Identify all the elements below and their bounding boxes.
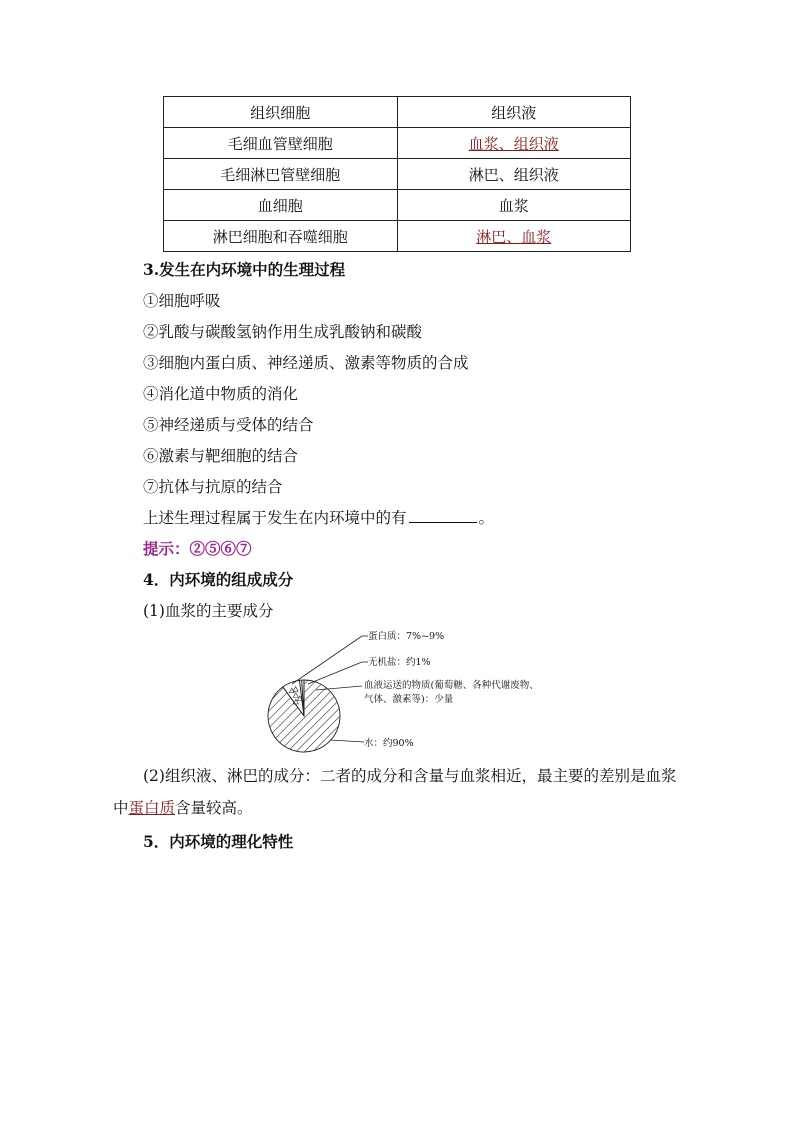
table-cell xyxy=(397,128,631,159)
leader-line xyxy=(292,636,362,684)
table-row xyxy=(164,221,631,252)
cell-fluid-table xyxy=(163,96,631,252)
answer-text: 蛋白质 xyxy=(128,799,176,817)
table-cell: 淋巴、组织液 xyxy=(397,159,631,190)
table-cell: 血浆 xyxy=(397,190,631,221)
question-end: 。 xyxy=(478,509,495,527)
hint-text: 提示：②⑤⑥⑦ xyxy=(143,539,252,558)
table-row xyxy=(164,190,631,221)
section3-heading: 3.发生在内环境中的生理过程 xyxy=(143,260,346,279)
list-item: ③细胞内蛋白质、神经递质、激素等物质的合成 xyxy=(143,354,469,372)
paragraph-tissue-fluid xyxy=(113,760,688,824)
legend-label-salt: 无机盐：约1% xyxy=(368,657,431,668)
table-cell: 组织液 xyxy=(397,97,631,128)
list-item: ⑤神经递质与受体的结合 xyxy=(143,416,314,434)
list-item: ④消化道中物质的消化 xyxy=(143,385,299,403)
table-cell: 组织细胞 xyxy=(164,97,398,128)
legend-label-protein: 蛋白质：7%~9% xyxy=(368,631,445,642)
table-cell xyxy=(397,221,631,252)
para-text-end: 含量较高。 xyxy=(175,799,253,817)
legend-label-transport: 血液运送的物质(葡萄糖、各种代谢废物、 xyxy=(364,680,539,691)
subheading: (1)血浆的主要成分 xyxy=(143,602,274,620)
list-item: ①细胞呼吸 xyxy=(143,292,221,310)
leader-line xyxy=(308,662,362,684)
table-cell: 毛细血管壁细胞 xyxy=(164,128,398,159)
answer-text: 血浆、组织液 xyxy=(468,134,559,153)
list-item: ⑦抗体与抗原的结合 xyxy=(143,478,283,496)
table-row xyxy=(164,159,631,190)
section5-heading: 5．内环境的理化特性 xyxy=(143,832,294,851)
table-cell: 淋巴细胞和吞噬细胞 xyxy=(164,221,398,252)
pie-chart xyxy=(268,680,340,752)
leader-line xyxy=(330,740,364,742)
table-cell: 血细胞 xyxy=(164,190,398,221)
plasma-composition-pie xyxy=(262,624,582,760)
para-text: (2)组织液、淋巴的成分：二者的成分和含量与血浆相近，最主要的差别是血浆中 xyxy=(113,767,677,817)
question-text: 上述生理过程属于发生在内环境中的有 xyxy=(143,509,407,527)
list-item: ②乳酸与碳酸氢钠作用生成乳酸钠和碳酸 xyxy=(143,323,423,341)
section4-heading: 4．内环境的组成成分 xyxy=(143,570,294,589)
list-item: ⑥激素与靶细胞的结合 xyxy=(143,447,299,465)
pie-slice-water xyxy=(268,680,340,752)
question-line xyxy=(143,506,494,528)
answer-text: 淋巴、血浆 xyxy=(476,227,552,246)
answer-blank xyxy=(409,508,477,523)
table-row xyxy=(164,97,631,128)
table-row xyxy=(164,128,631,159)
table-cell: 毛细淋巴管壁细胞 xyxy=(164,159,398,190)
legend-label-water: 水：约90% xyxy=(364,738,414,749)
legend-label-transport-cont: 气体、激素等)：少量 xyxy=(364,694,454,705)
